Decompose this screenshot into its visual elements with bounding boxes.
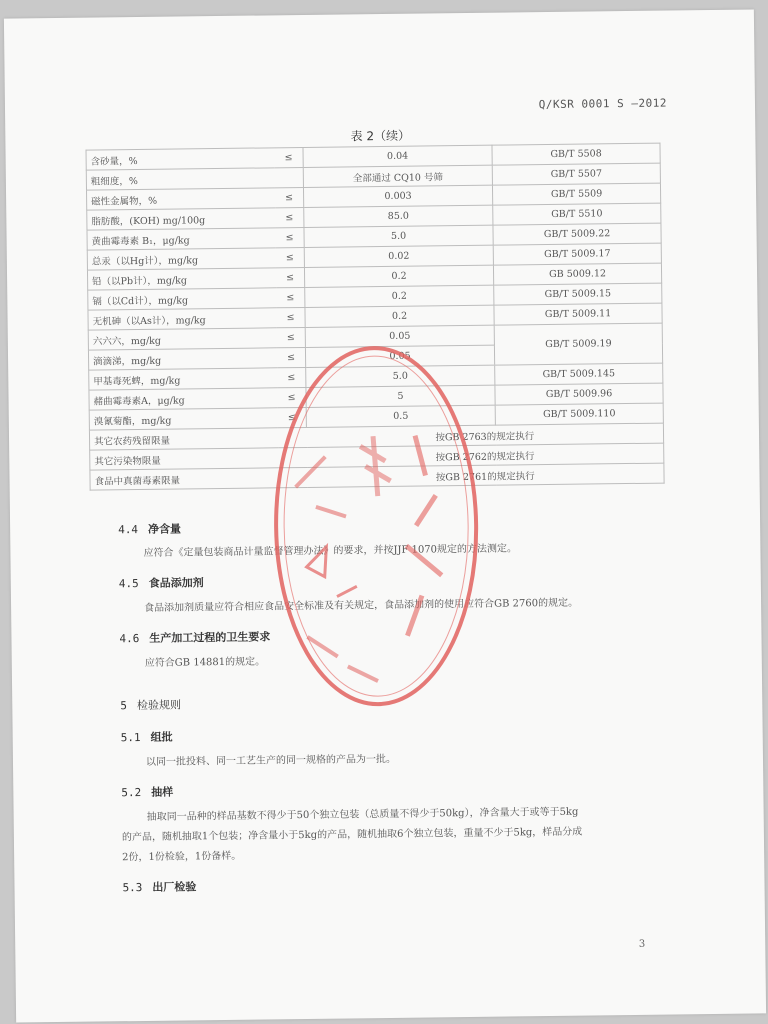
row-symbol: ≤ bbox=[276, 247, 305, 267]
section-body-4-5: 食品添加剂质量应符合相应食品安全标准及有关规定，食品添加剂的使用应符合GB 2760的规定。 bbox=[144, 597, 579, 614]
row-method: GB/T 5009.96 bbox=[495, 383, 663, 405]
row-value: 0.2 bbox=[305, 305, 494, 327]
section-heading-5: 5 检验规则 bbox=[120, 698, 181, 713]
row-symbol: ≤ bbox=[275, 187, 304, 207]
row-method: GB/T 5509 bbox=[492, 183, 660, 205]
row-value: 0.05 bbox=[305, 345, 494, 367]
row-symbol: ≤ bbox=[276, 287, 305, 307]
section-body-5-2-line3: 2份，1份检验，1份备样。 bbox=[122, 850, 242, 864]
row-value: 0.04 bbox=[303, 145, 492, 167]
row-method: GB/T 5009.17 bbox=[493, 243, 661, 265]
row-item: 无机砷（以As计），mg/kg bbox=[88, 308, 277, 330]
row-item: 磁性金属物，% bbox=[86, 188, 275, 210]
table-caption: 表 2（续） bbox=[350, 128, 411, 144]
row-symbol: ≤ bbox=[276, 267, 305, 287]
row-item: 黄曲霉毒素 B₁，μg/kg bbox=[87, 228, 276, 250]
row-method: GB/T 5009.15 bbox=[494, 283, 662, 305]
row-item: 甲基毒死蜱，mg/kg bbox=[89, 368, 278, 390]
row-method: GB/T 5507 bbox=[492, 163, 660, 185]
row-item: 滴滴涕，mg/kg bbox=[88, 348, 277, 370]
row-method: GB 5009.12 bbox=[493, 263, 661, 285]
row-symbol: ≤ bbox=[277, 327, 306, 347]
row-item: 铅（以Pb计），mg/kg bbox=[87, 268, 276, 290]
row-symbol: ≤ bbox=[278, 407, 307, 427]
row-method: GB/T 5508 bbox=[492, 143, 660, 165]
section-heading-5-1: 5.1 组批 bbox=[120, 730, 173, 745]
row-value: 5 bbox=[306, 385, 495, 407]
section-body-4-6: 应符合GB 14881的规定。 bbox=[144, 656, 266, 669]
row-symbol: ≤ bbox=[275, 227, 304, 247]
row-item: 溴氰菊酯，mg/kg bbox=[89, 408, 278, 430]
row-symbol: ≤ bbox=[277, 387, 306, 407]
row-item: 总汞（以Hg计），mg/kg bbox=[87, 248, 276, 270]
row-value: 全部通过 CQ10 号筛 bbox=[303, 165, 492, 187]
row-item: 镉（以Cd计），mg/kg bbox=[88, 288, 277, 310]
section-heading-4-4: 4.4 净含量 bbox=[118, 522, 182, 537]
row-method: GB/T 5009.22 bbox=[493, 223, 661, 245]
row-item: 其它污染物限量 bbox=[90, 447, 307, 470]
row-value: 85.0 bbox=[304, 205, 493, 227]
row-symbol: ≤ bbox=[276, 307, 305, 327]
row-value: 5.0 bbox=[306, 365, 495, 387]
row-method: GB/T 5009.145 bbox=[495, 363, 663, 385]
page-number: 3 bbox=[638, 938, 646, 950]
section-heading-5-3: 5.3 出厂检验 bbox=[122, 880, 197, 895]
row-value: 0.05 bbox=[305, 325, 494, 347]
company-seal-stamp bbox=[264, 335, 489, 718]
row-item: 食品中真菌毒素限量 bbox=[90, 467, 307, 490]
row-method: GB/T 5009.11 bbox=[494, 303, 662, 325]
document-code: Q/KSR 0001 S —2012 bbox=[538, 96, 668, 112]
section-body-4-4: 应符合《定量包装商品计量监督管理办法》的要求，并按JJF 1070规定的方法测定。 bbox=[143, 543, 518, 559]
row-item: 含砂量，% bbox=[86, 148, 275, 170]
row-value: 0.5 bbox=[306, 405, 495, 427]
section-heading-5-2: 5.2 抽样 bbox=[121, 785, 174, 800]
row-symbol: ≤ bbox=[274, 147, 303, 167]
row-merged-value: 按GB 2762的规定执行 bbox=[307, 443, 664, 467]
row-value: 5.0 bbox=[304, 225, 493, 247]
row-merged-value: 按GB 2761的规定执行 bbox=[307, 463, 664, 487]
row-value: 0.003 bbox=[303, 185, 492, 207]
row-value: 0.2 bbox=[304, 265, 493, 287]
section-heading-4-6: 4.6 生产加工过程的卫生要求 bbox=[119, 630, 271, 646]
row-item: 其它农药残留限量 bbox=[89, 427, 306, 450]
row-method: GB/T 5009.110 bbox=[495, 403, 663, 425]
section-body-5-1: 以同一批投料、同一工艺生产的同一规格的产品为一批。 bbox=[145, 753, 397, 768]
row-symbol bbox=[275, 167, 304, 187]
row-symbol: ≤ bbox=[277, 367, 306, 387]
row-value: 0.02 bbox=[304, 245, 493, 267]
row-method: GB/T 5510 bbox=[493, 203, 661, 225]
row-item: 六六六，mg/kg bbox=[88, 328, 277, 350]
row-symbol: ≤ bbox=[275, 207, 304, 227]
section-body-5-2-line1: 抽取同一品种的样品基数不得少于50个独立包装（总质量不得少于50kg），净含量大于或等于5kg bbox=[146, 806, 579, 823]
row-merged-value: 按GB 2763的规定执行 bbox=[306, 423, 663, 447]
row-item: 赭曲霉毒素A，μg/kg bbox=[89, 388, 278, 410]
section-body-5-2-line2: 的产品，随机抽取1个包装；净含量小于5kg的产品，随机抽取6个独立包装，重量不少于5kg，样品分成 bbox=[121, 826, 583, 844]
row-item: 脂肪酸，(KOH) mg/100g bbox=[87, 208, 276, 230]
row-symbol: ≤ bbox=[277, 347, 306, 367]
row-method: GB/T 5009.19 bbox=[494, 323, 662, 365]
row-value: 0.2 bbox=[305, 285, 494, 307]
row-item: 粗细度，% bbox=[86, 168, 275, 190]
section-heading-4-5: 4.5 食品添加剂 bbox=[118, 576, 204, 591]
document-page bbox=[4, 9, 766, 1022]
